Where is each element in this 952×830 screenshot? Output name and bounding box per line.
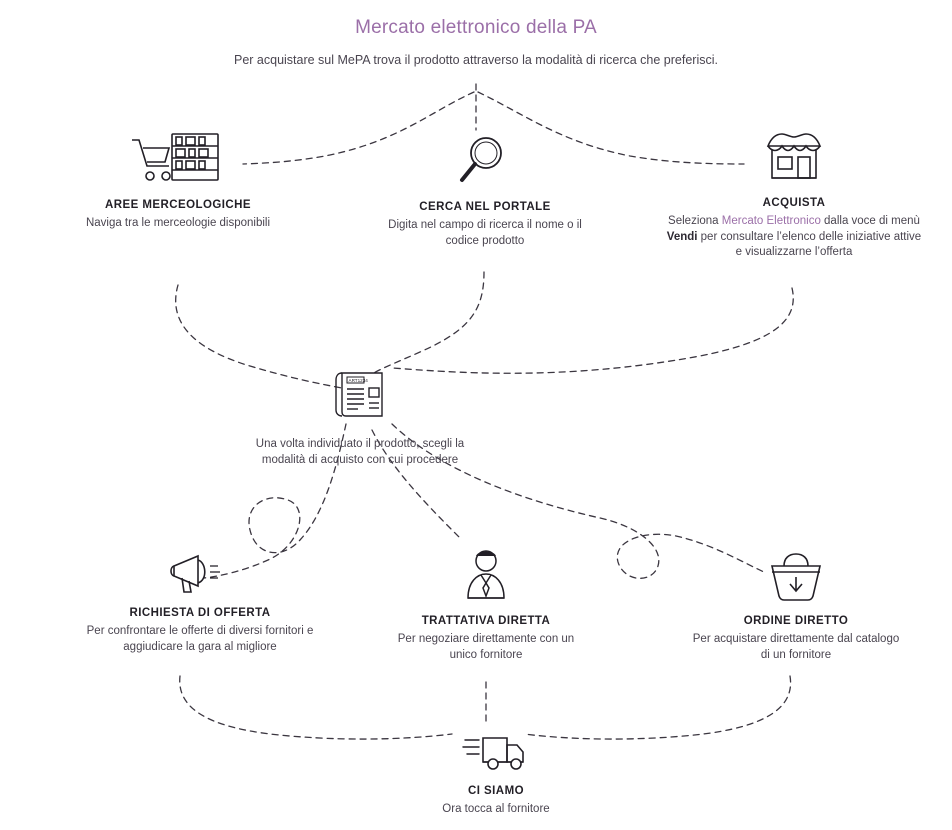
node-description: Una volta individuato il prodotto, scegli la modalità di acquisto con cui procedere bbox=[255, 438, 465, 466]
page-title: Mercato elettronico della PA bbox=[355, 17, 597, 38]
desc-part-3: per consultare l’elenco delle iniziative attive e visualizzarne l’offerta bbox=[697, 230, 922, 258]
desc-accent: Mercato Elettronico bbox=[721, 215, 821, 227]
node-trattativa-diretta[interactable] bbox=[386, 548, 586, 663]
node-prodotto-individuato[interactable] bbox=[248, 370, 472, 468]
desc-bold: Vendi bbox=[666, 230, 698, 243]
node-label: RICHIESTA DI OFFERTA bbox=[129, 607, 271, 619]
node-acquista[interactable] bbox=[666, 130, 922, 261]
node-aree-merceologiche[interactable] bbox=[78, 130, 278, 232]
shopping-cart-shelf-icon bbox=[78, 130, 278, 193]
node-cerca-nel-portale[interactable] bbox=[385, 132, 585, 249]
node-description: Per confrontare le offerte di diversi fornitori e aggiudicare la gara al migliore bbox=[86, 625, 314, 653]
page-subtitle: Per acquistare sul MePA trova il prodotto attraverso la modalità di ricerca che preferisci. bbox=[233, 53, 718, 67]
node-label: AREE MERCEOLOGICHE bbox=[104, 199, 252, 211]
node-description: Per acquistare direttamente dal catalogo di un fornitore bbox=[692, 633, 900, 661]
basket-download-icon bbox=[690, 552, 902, 609]
magnifier-icon bbox=[385, 132, 585, 195]
delivery-truck-icon bbox=[396, 728, 596, 779]
node-ordine-diretto[interactable] bbox=[690, 552, 902, 663]
node-description: Digita nel campo di ricerca il nome o il codice prodotto bbox=[388, 219, 582, 247]
node-label: ORDINE DIRETTO bbox=[743, 615, 849, 627]
node-label: CI SIAMO bbox=[468, 785, 524, 797]
node-description: Naviga tra le merceologie disponibili bbox=[85, 217, 271, 229]
node-label: TRATTATIVA DIRETTA bbox=[421, 615, 551, 627]
node-description bbox=[666, 214, 922, 261]
node-description: Ora tocca al fornitore bbox=[442, 803, 550, 815]
desc-part-1: Seleziona bbox=[668, 215, 722, 227]
product-sheet-icon bbox=[248, 370, 472, 427]
node-ci-siamo[interactable] bbox=[396, 728, 596, 818]
businessman-icon bbox=[386, 548, 586, 609]
storefront-icon bbox=[666, 130, 922, 191]
node-label: ACQUISTA bbox=[762, 197, 826, 209]
node-description: Per negoziare direttamente con un unico fornitore bbox=[397, 633, 575, 661]
megaphone-icon bbox=[56, 552, 344, 601]
svg-text:ART1234: ART1234 bbox=[348, 378, 368, 383]
node-richiesta-di-offerta[interactable] bbox=[56, 552, 344, 655]
desc-part-2: dalla voce di menù bbox=[820, 215, 920, 227]
node-label: CERCA NEL PORTALE bbox=[419, 201, 551, 213]
